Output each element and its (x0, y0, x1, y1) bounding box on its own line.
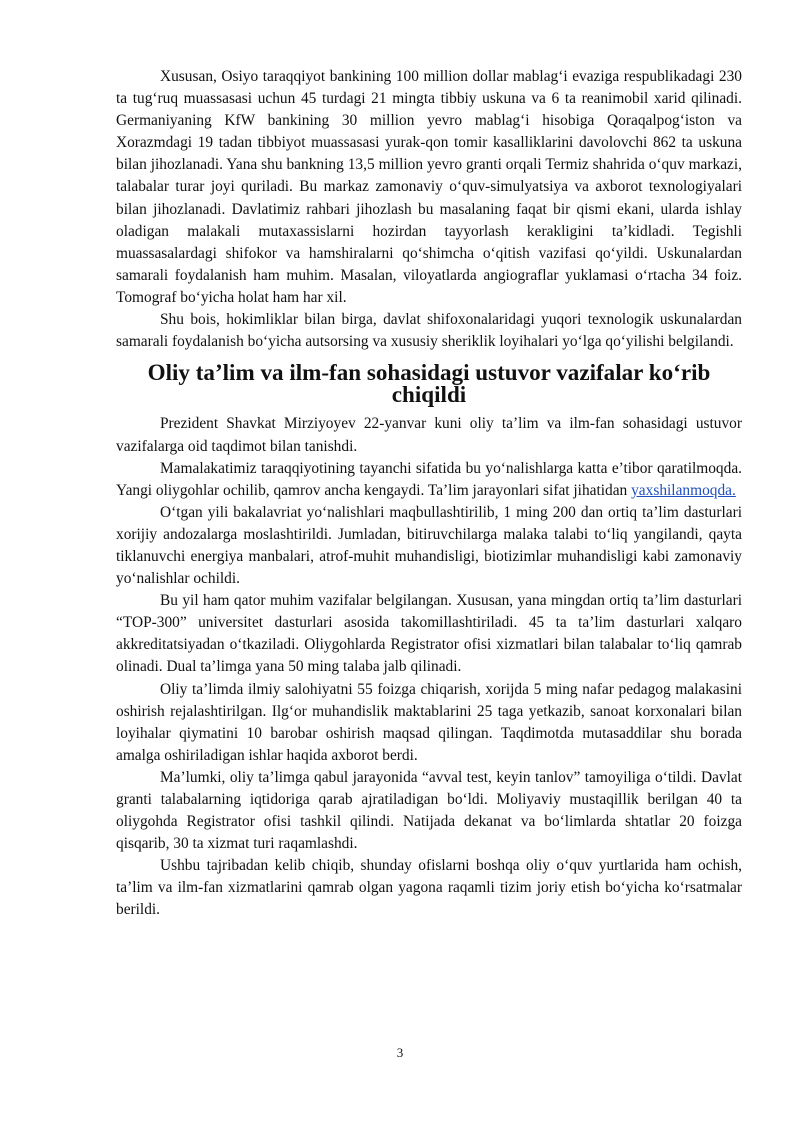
paragraph-admission: Ma’lumki, oliy ta’limga qabul jarayonida “avval test, keyin tanlov” tamoyiliga o‘tildi. Davlat granti talabalarning iqtidoriga qarab ajratiladigan bo‘ldi. Moliyaviy mustaqillik berilgan 40 ta oliygohda Registrator ofisi tashkil qilindi. Natijada dekanat va bo‘limlarda shtatlar 20 foizga qisqarib, 30 ta xizmat turi raqamlashdi. (116, 768, 742, 853)
paragraph-development (116, 458, 742, 502)
section-heading: Oliy ta’lim va ilm-fan sohasidagi ustuvor vazifalar ko‘rib chiqildi (147, 359, 711, 408)
paragraph-outsourcing: Shu bois, hokimliklar bilan birga, davlat shifoxonalaridagi yuqori texnologik uskunalardan samarali foydalanish bo‘yicha autsorsing va xususiy sheriklik loyihalari yo‘lga qo‘yilishi belgilandi. (116, 311, 742, 351)
paragraph-bachelor-programs: O‘tgan yili bakalavriat yo‘nalishlari maqbullashtirilib, 1 ming 200 dan ortiq ta’lim dasturlari xorijiy andozalarga moslashtirildi. Jumladan, bitiruvchilarga malaka talabi to‘liq yangilandi, qayta tiklanuvchi energiya manbalari, atrof-muhit muhandisligi, biotizimlar muhandisligi kabi zamonaviy yo‘nalishlar ochildi. (116, 503, 742, 588)
paragraph-medical-equipment: Xususan, Osiyo taraqqiyot bankining 100 million dollar mablag‘i evaziga respublikadagi 230 ta tug‘ruq muassasasi uchun 45 turdagi 21 mingta tibbiy uskuna va 6 ta reanimobil xarid qilinadi. Germaniyaning KfW bankining 30 million yevro mablag‘i hisobiga Qoraqalpog‘iston va Xorazmdagi 19 tadan tibbiyot muassasasi yurak-qon tomir kasalliklarini davolovchi 862 ta uskuna bilan jihozlanadi. Yana shu bankning 13,5 million yevro granti orqali Termiz shahrida o‘quv markazi, talabalar turar joyi quriladi. Bu markaz zamonaviy o‘quv-simulyatsiya va axborot texnologiyalari bilan jihozlanadi. Davlatimiz rahbari jihozlash bu masalaning faqat bir qismi ekani, ularda ishlay oladigan malakali mutaxassislarni hozirdan tayyorlash kerakligini ta’kidladi. Tegishli muassasalardagi shifokor va hamshiralarni qo‘shimcha o‘qitish vazifasi qo‘yildi. Uskunalardan samarali foydalanish ham muhim. Masalan, viloyatlarda angiograflar yuklamasi o‘rtacha 34 foiz. Tomograf bo‘yicha holat ham har xil. (116, 68, 742, 306)
hyperlink[interactable]: yaxshilanmoqda. (631, 481, 736, 499)
paragraph-instructions: Ushbu tajribadan kelib chiqib, shunday ofislarni boshqa oliy o‘quv yurtlarida ham ochish, ta’lim va ilm-fan xizmatlarini qamrab olgan yagona raqamli tizim joriy etish bo‘yicha ko‘rsatmalar berildi. (116, 857, 742, 919)
paragraph-president: Prezident Shavkat Mirziyoyev 22-yanvar kuni oliy ta’lim va ilm-fan sohasidagi ustuvor vazifalarga oid taqdimot bilan tanishdi. (116, 415, 742, 455)
paragraph-this-year-tasks: Bu yil ham qator muhim vazifalar belgilangan. Xususan, yana mingdan ortiq ta’lim dasturlari “TOP-300” universitet dasturlari asosida takomillashtiriladi. 45 ta ta’lim dasturlari xalqaro akkreditatsiyadan o‘tkaziladi. Oliygohlarda Registrator ofisi xizmatlari bilan talabalar to‘liq qamrab olinadi. Dual ta’limga yana 50 ming talaba jalb qilinadi. (116, 592, 742, 676)
page-number: 3 (396, 1045, 404, 1060)
paragraph-scientific-potential: Oliy ta’limda ilmiy salohiyatni 55 foizga chiqarish, xorijda 5 ming nafar pedagog malakasini oshirish rejalashtirilgan. Ilg‘or muhandislik maktablarini 25 taga yetkazib, sanoat korxonalari bilan loyihalar qiymatini 10 barobar oshirish maqsad qilingan. Taqdimotda mutasaddilar shu borada amalga oshiriladigan ishlar haqida axborot berdi. (116, 680, 742, 764)
document-page (116, 66, 742, 922)
paragraph-development-text: Mamalakatimiz taraqqiyotining tayanchi sifatida bu yo‘nalishlarga katta e’tibor qaratilmoqda. Yangi oliygohlar ochilib, qamrov ancha kengaydi. Ta’lim jarayonlari sifat jihatidan (116, 459, 742, 499)
